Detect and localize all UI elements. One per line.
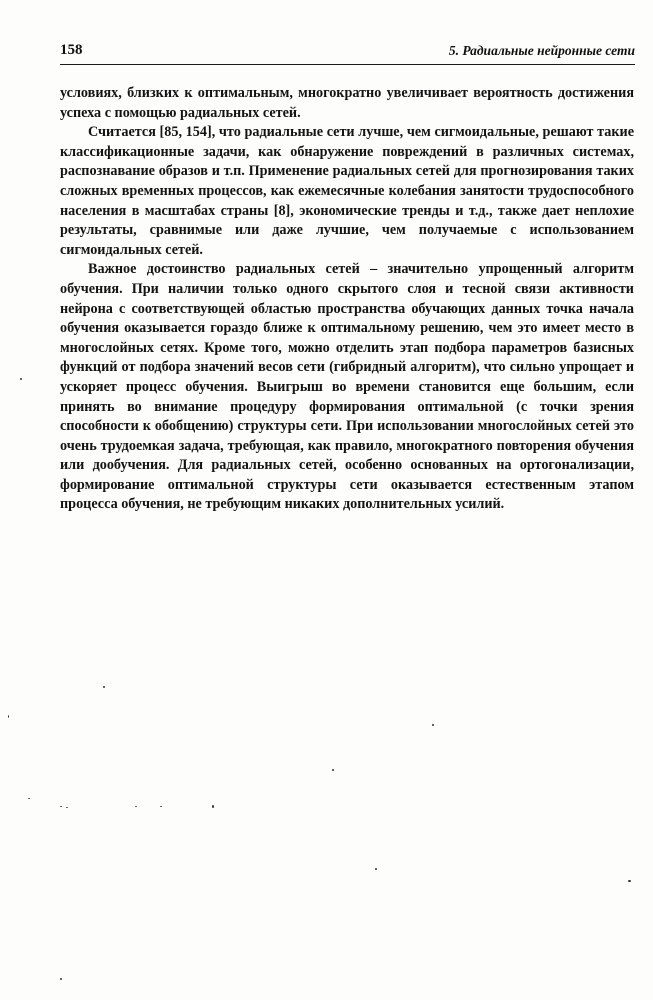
body-text <box>60 84 634 515</box>
scan-speck <box>28 798 30 799</box>
scan-speck <box>8 715 9 718</box>
header-rule <box>60 64 635 65</box>
paragraph-continuation: условиях, близких к оптимальным, многократно увеличивает вероятность достижения успеха с помощью радиальных сетей. <box>60 85 634 121</box>
scan-speck <box>332 769 334 771</box>
scan-speck <box>135 806 137 807</box>
page-header <box>60 42 635 64</box>
scan-speck <box>432 724 434 726</box>
scan-speck <box>60 978 62 980</box>
scan-speck <box>20 378 22 380</box>
scan-speck <box>160 806 162 807</box>
scan-speck <box>375 868 377 870</box>
scan-speck <box>60 806 62 807</box>
paragraph-training-advantage: Важное достоинство радиальных сетей – значительно упрощенный алгоритм обучения. При наличии только одного скрытого слоя и тесной связи активности нейрона с соответствующей областью пространства обучающих данных точка начала обучения оказывается гораздо ближе к оптимальному решению, чем это имеет место в многослойных сетях. Кроме того, можно отделить этап подбора параметров базисных функций от подбора значений весов сети (гибридный алгоритм), что сильно упрощает и ускоряет процесс обучения. Выигрыш во времени становится еще большим, если принять во внимание процедуру формирования оптимальной (с точки зрения способности к обобщению) структуры сети. При использовании многослойных сетей это очень трудоемкая задача, требующая, как правило, многократного повторения обучения или дообучения. Для радиальных сетей, особенно основанных на ортогонализации, формирование оптимальной структуры сети оказывается естественным этапом процесса обучения, не требующим никаких дополнительных усилий. <box>60 261 634 513</box>
scan-speck <box>628 880 631 882</box>
running-head: 5. Радиальные нейронные сети <box>448 43 635 58</box>
scan-speck <box>212 805 214 808</box>
paragraph-applications: Считается [85, 154], что радиальные сети лучше, чем сигмоидальные, решают такие классификационные задачи, как обнаружение повреждений в различных системах, распознавание образов и т.п. Применение радиальных сетей для прогнозирования таких сложных временных процессов, как ежемесячные колебания занятости трудоспособного населения в масштабах страны [8], экономические тренды и т.д., также дает неплохие результаты, сравнимые или даже лучшие, чем получаемые с использованием сигмоидальных сетей. <box>60 124 634 258</box>
page-number: 158 <box>60 42 83 58</box>
scan-speck <box>66 807 68 808</box>
scan-speck <box>103 686 105 688</box>
